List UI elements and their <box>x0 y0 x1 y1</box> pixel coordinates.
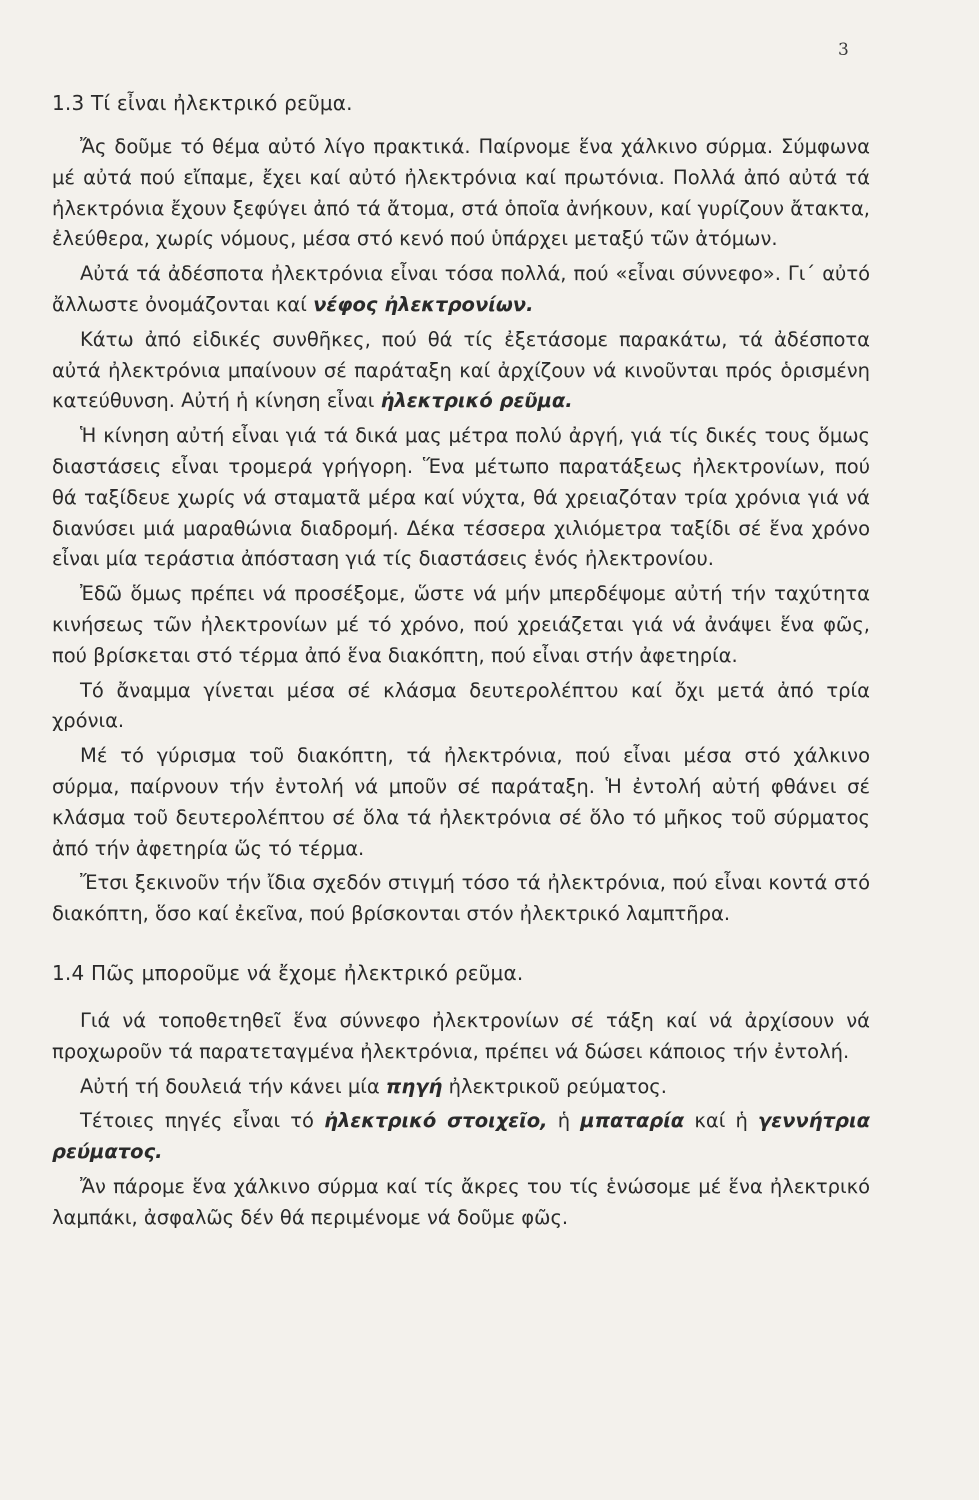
emphasized-term: νέφος ἠλεκτρονίων. <box>313 292 534 316</box>
text-run: Ἄς δοῦμε τό θέμα αὐτό λίγο πρακτικά. Παίρνομε ἕνα χάλκινο σύρμα. Σύμφωνα μέ αὐτά πού εἴπαμε, ἔχει καί αὐτό ἠλεκτρόνια καί πρωτόνια. Πολλά ἀπό αὐτά τά ἠλεκτρόνια ἔχουν ξεφύγει ἀπό τά ἄτομα, στά ὁποῖα ἀνήκουν, καί γυρίζουν ἄτακτα, ἐλεύθερα, χωρίς νόμους, μέσα στό κενό πού ὑπάρχει μεταξύ τῶν ἀτόμων. <box>52 135 870 251</box>
text-run: Μέ τό γύρισμα τοῦ διακόπτη, τά ἠλεκτρόνια, πού εἶναι μέσα στό χάλκινο σύρμα, παίρνουν τήν ἐντολή νά μποῦν σέ παράταξη. Ἡ ἐντολή αὐτή φθάνει σέ κλάσμα τοῦ δευτερολέπτου σέ ὅλα τά ἠλεκτρόνια σέ ὅλο τό μῆκος τοῦ σύρματος ἀπό τήν ἀφετηρία ὥς τό τέρμα. <box>52 744 870 860</box>
text-run: Κάτω ἀπό εἰδικές συνθῆκες, πού θά τίς ἐξετάσομε παρακάτω, τά ἀδέσποτα αὐτά ἠλεκτρόνια μπαίνουν σέ παράταξη καί ἀρχίζουν νά κινοῦνται πρός ὁρισμένη κατεύθυνση. Αὐτή ἡ κίνηση εἶναι <box>52 327 870 413</box>
page-number: 3 <box>838 40 849 60</box>
emphasized-term: γεννήτρια ρεύματος. <box>52 1109 870 1164</box>
text-run: Γιά νά τοποθετηθεῖ ἕνα σύννεφο ἠλεκτρονίων σέ τάξη καί νά ἀρχίσουν νά προχωροῦν τά παρατεταγμένα ἠλεκτρόνια, πρέπει νά δώσει κάποιος τήν ἐντολή. <box>52 1008 870 1063</box>
paragraph <box>52 1106 870 1168</box>
paragraph <box>52 741 870 864</box>
section-heading: 1.3 Τί εἶναι ἠλεκτρικό ρεῦμα. <box>52 91 353 115</box>
paragraph <box>52 1072 870 1103</box>
emphasized-term: μπαταρία <box>580 1109 685 1133</box>
text-run: Τό ἄναμμα γίνεται μέσα σέ κλάσμα δευτερολέπτου καί ὄχι μετά ἀπό τρία χρόνια. <box>52 678 870 733</box>
paragraph <box>52 421 870 575</box>
text-run: Ἐδῶ ὅμως πρέπει νά προσέξομε, ὥστε νά μήν μπερδέψομε αὐτή τήν ταχύτητα κινήσεως τῶν ἠλεκτρονίων μέ τό χρόνο, πού χρειάζεται γιά νά ἀνάψει ἕνα φῶς, πού βρίσκεται στό τέρμα ἀπό ἕνα διακόπτη, πού εἶναι στήν ἀφετηρία. <box>52 582 870 667</box>
paragraph <box>52 676 870 738</box>
paragraph <box>52 325 870 417</box>
section-heading: 1.4 Πῶς μποροῦμε νά ἔχομε ἠλεκτρικό ρεῦμα. <box>52 960 524 985</box>
text-run: Ἡ κίνηση αὐτή εἶναι γιά τά δικά μας μέτρα πολύ ἀργή, γιά τίς δικές τους ὅμως διαστάσεις εἶναι τρομερά γρήγορη. Ἕνα μέτωπο παρατάξεως ἠλεκτρονίων, πού θά ταξίδευε χωρίς νά σταματᾶ μέρα καί νύχτα, θά χρειαζόταν τρία χρόνια γιά νά διανύσει μιά μαραθώνια διαδρομή. Δέκα τέσσερα χιλιόμετρα ταξίδι σέ ἕνα χρόνο εἶναι μία τεράστια ἀπόσταση γιά τίς διαστάσεις ἑνός ἠλεκτρονίου. <box>52 424 870 571</box>
text-run: Αὐτά τά ἀδέσποτα ἠλεκτρόνια εἶναι τόσα πολλά, πού «εἶναι σύννεφο». Γι΄ αὐτό ἄλλωστε ὀνομάζονται καί <box>52 262 870 316</box>
paragraph <box>52 132 870 255</box>
paragraph <box>52 579 870 671</box>
paragraph <box>52 1006 870 1068</box>
emphasized-term: ἠλεκτρικό στοιχεῖο, <box>324 1109 548 1133</box>
emphasized-term: πηγή <box>385 1074 443 1098</box>
text-run: Τέτοιες πηγές εἶναι τό <box>80 1109 325 1133</box>
text-run: καί ἡ <box>684 1109 758 1133</box>
emphasized-term: ἠλεκτρικό ρεῦμα. <box>380 389 573 413</box>
text-run: ἠλεκτρικοῦ ρεύματος. <box>442 1074 667 1098</box>
text-run: Ἔτσι ξεκινοῦν τήν ἴδια σχεδόν στιγμή τόσο τά ἠλεκτρόνια, πού εἶναι κοντά στό διακόπτη, ὅσο καί ἐκεῖνα, πού βρίσκονται στόν ἠλεκτρικό λαμπτῆρα. <box>52 871 870 926</box>
paragraph <box>52 1172 870 1234</box>
paragraph <box>52 259 870 321</box>
text-run: ἡ <box>547 1109 581 1133</box>
text-run: Ἄν πάρομε ἕνα χάλκινο σύρμα καί τίς ἄκρες του τίς ἑνώσομε μέ ἕνα ἠλεκτρικό λαμπάκι, ἀσφαλῶς δέν θά περιμένομε νά δοῦμε φῶς. <box>52 1174 870 1229</box>
document-body <box>52 88 870 1238</box>
text-run: Αὐτή τή δουλειά τήν κάνει μία <box>80 1074 386 1098</box>
paragraph <box>52 868 870 930</box>
